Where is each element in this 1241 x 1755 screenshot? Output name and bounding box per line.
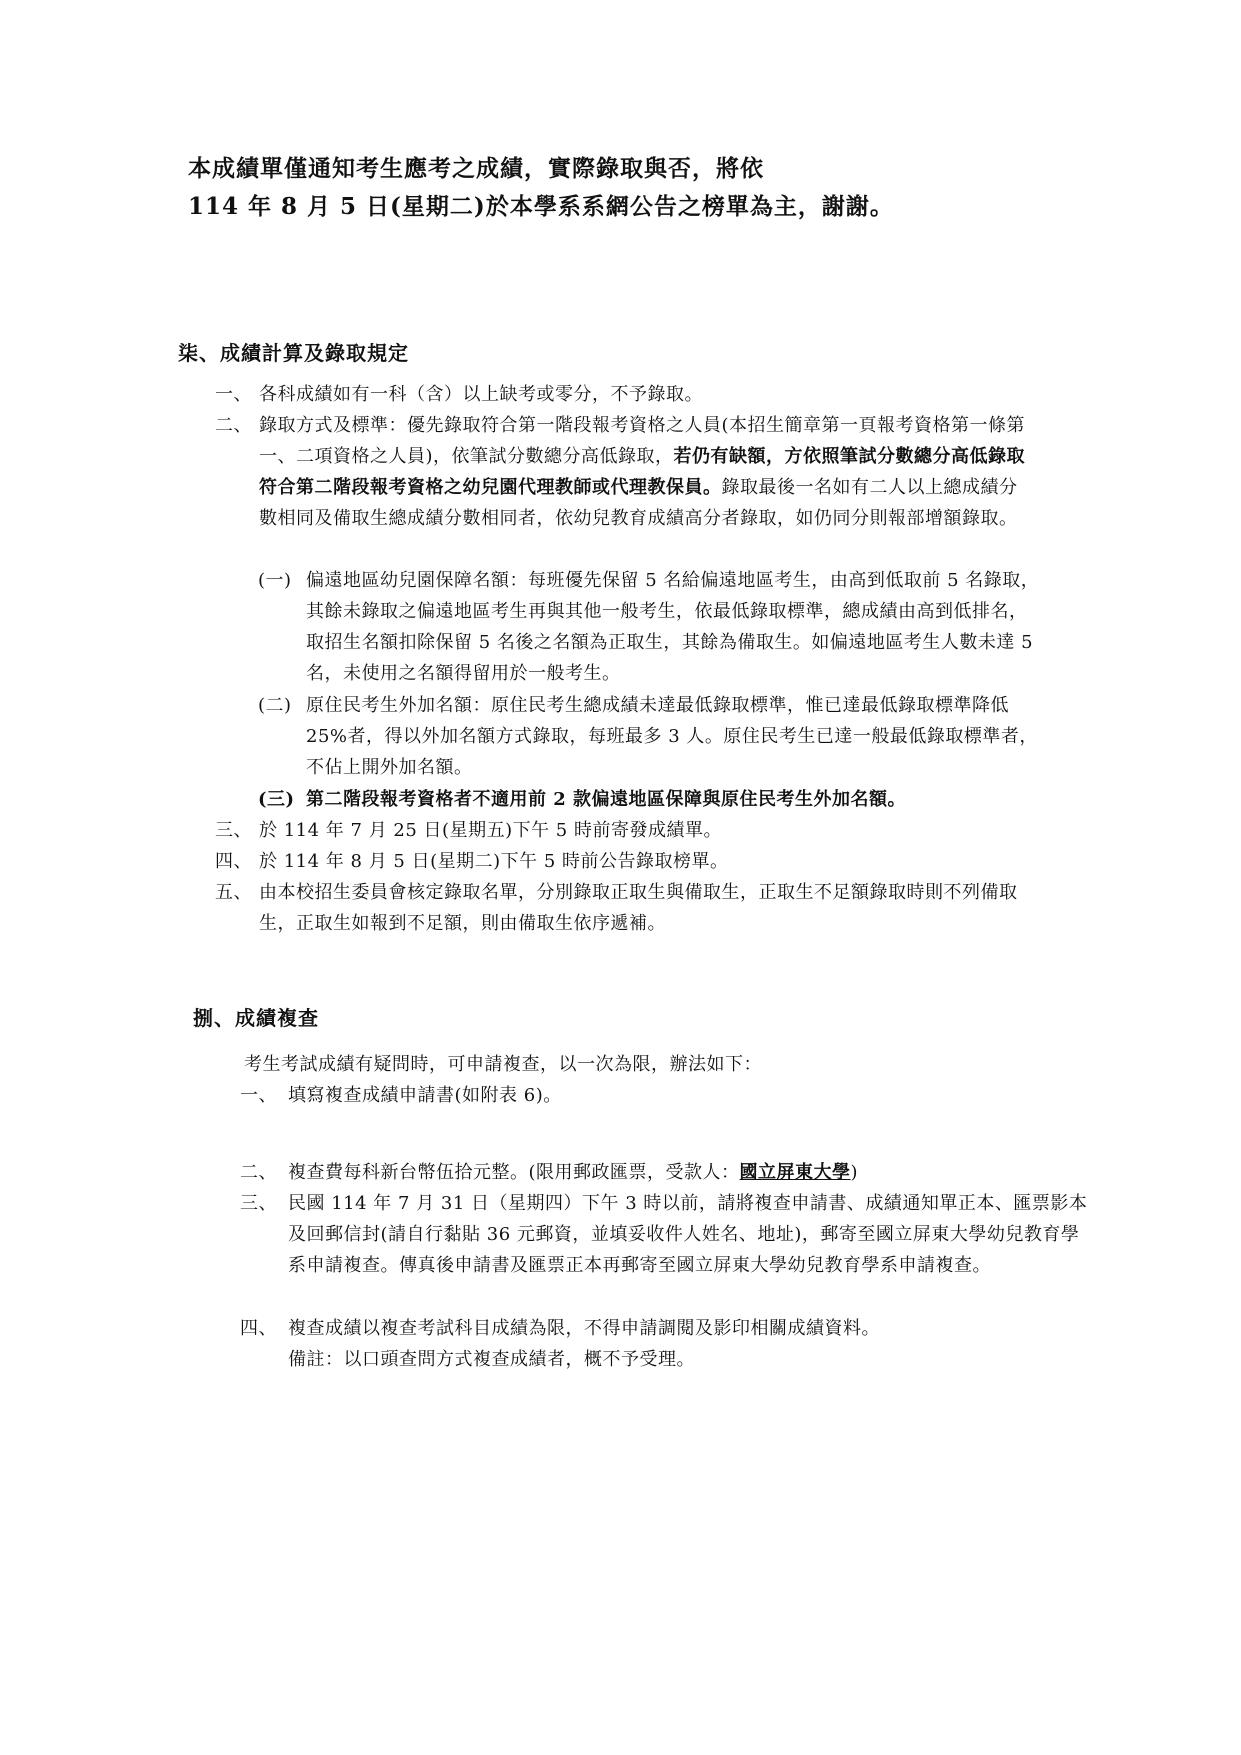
s8-item-3	[240, 1188, 1090, 1281]
s7-item-1-text: 各科成績如有一科（含）以上缺考或零分，不予錄取。	[259, 384, 703, 405]
notice-line-1: 本成績單僅通知考生應考之成績，實際錄取與否，將依	[188, 155, 764, 182]
s7-item-2-text-b: 錄取最後一名如有二人以上總成績分數相同及備取生總成績分數相同者，依幼兒教育成績高分者錄取，如仍同分則報部增額錄取。	[259, 477, 1018, 529]
s8-item-2-num: 二、	[240, 1162, 277, 1183]
s7-sub-3-text: 第二階段報考資格者不適用前 2 款偏遠地區保障與原住民考生外加名額。	[306, 789, 907, 810]
s7-sub-1-text: 偏遠地區幼兒園保障名額：每班優先保留 5 名給偏遠地區考生，由高到低取前 5 名錄取，其餘未錄取之偏遠地區考生再與其他一般考生，依最低錄取標準，總成績由高到低排名，取招生名額扣除保留 5 名後之名額為正取生，其餘為備取生。如偏遠地區考生人數未達 5 名，未使用之名額得留用於一般考生。	[306, 570, 1040, 684]
s7-sub-3-num: (三)	[258, 789, 295, 810]
s8-payee: 國立屏東大學	[739, 1162, 851, 1183]
s8-item-3-text: 民國 114 年 7 月 31 日（星期四）下午 3 時以前，請將複查申請書、成績通知單正本、匯票影本及回郵信封(請自行黏貼 36 元郵資，並填妥收件人姓名、地址)，郵寄至國立屏東大學幼兒教育學系申請複查。傳真後申請書及匯票正本再郵寄至國立屏東大學幼兒教育學系申請複查。	[288, 1193, 1088, 1276]
s8-item-4-num: 四、	[240, 1318, 277, 1339]
s7-item-4-text: 於 114 年 8 月 5 日(星期二)下午 5 時前公告錄取榜單。	[259, 851, 729, 872]
section-7-title: 柒、成績計算及錄取規定	[178, 341, 409, 365]
section-8-title: 捌、成績複查	[193, 1006, 319, 1030]
s7-item-3-text: 於 114 年 7 月 25 日(星期五)下午 5 時前寄發成績單。	[259, 820, 722, 841]
s7-item-1-num: 一、	[215, 384, 252, 405]
s8-item-2-text-a: 複查費每科新台幣伍拾元整。(限用郵政匯票，受款人：	[288, 1162, 740, 1183]
s7-item-2-num: 二、	[215, 415, 252, 436]
s8-item-3-num: 三、	[240, 1193, 277, 1214]
s8-item-2-text-b: )	[850, 1162, 859, 1183]
s7-item-2-text-a: 錄取方式及標準：優先錄取符合第一階段報考資格之人員(本招生簡章第一頁報考資格第一條第一、二項資格之人員)，依筆試分數總分高低錄取，	[259, 415, 1026, 467]
s7-item-4	[215, 846, 1065, 877]
s7-item-3-num: 三、	[215, 820, 252, 841]
s7-item-5	[215, 877, 1035, 939]
s8-item-4	[240, 1313, 1090, 1344]
s7-item-1	[215, 379, 1065, 410]
s8-item-1	[240, 1080, 1090, 1111]
s7-item-4-num: 四、	[215, 851, 252, 872]
s8-item-1-num: 一、	[240, 1085, 277, 1106]
s7-item-2-text-bold: 若仍有缺額，方依照筆試分數總分高低錄取符合第二階段報考資格之幼兒園代理教師或代理教保員。	[259, 446, 1026, 498]
s7-item-5-text: 由本校招生委員會核定錄取名單，分別錄取正取生與備取生，正取生不足額錄取時則不列備取生，正取生如報到不足額，則由備取生依序遞補。	[259, 882, 1018, 934]
s8-item-4-text: 複查成績以複查考試科目成績為限，不得申請調閱及影印相關成績資料。	[288, 1318, 880, 1339]
s7-sub-2-num: (二)	[258, 695, 292, 716]
s8-item-1-text: 填寫複查成績申請書(如附表 6)。	[288, 1085, 562, 1106]
s8-item-2	[240, 1157, 1090, 1188]
s7-sub-1	[258, 565, 1044, 689]
s8-note: 備註：以口頭查問方式複查成績者，概不予受理。	[288, 1349, 695, 1370]
s7-item-5-num: 五、	[215, 882, 252, 903]
s7-item-3	[215, 815, 1065, 846]
s7-sub-2-text: 原住民考生外加名額：原住民考生總成績未達最低錄取標準，惟已達最低錄取標準降低 25%者，得以外加名額方式錄取，每班最多 3 人。原住民考生已達一般最低錄取標準者，不佔上開外加名額。	[306, 695, 1038, 778]
s7-sub-2	[258, 690, 1044, 783]
s7-sub-1-num: (一)	[258, 570, 292, 591]
s8-intro: 考生考試成績有疑問時，可申請複查，以一次為限，辦法如下：	[244, 1054, 762, 1075]
s7-item-2	[215, 410, 1035, 534]
s7-sub-3	[258, 784, 1058, 815]
score-notice	[188, 150, 1148, 226]
notice-line-2: 114 年 8 月 5 日(星期二)於本學系系網公告之榜單為主，謝謝。	[188, 193, 894, 220]
